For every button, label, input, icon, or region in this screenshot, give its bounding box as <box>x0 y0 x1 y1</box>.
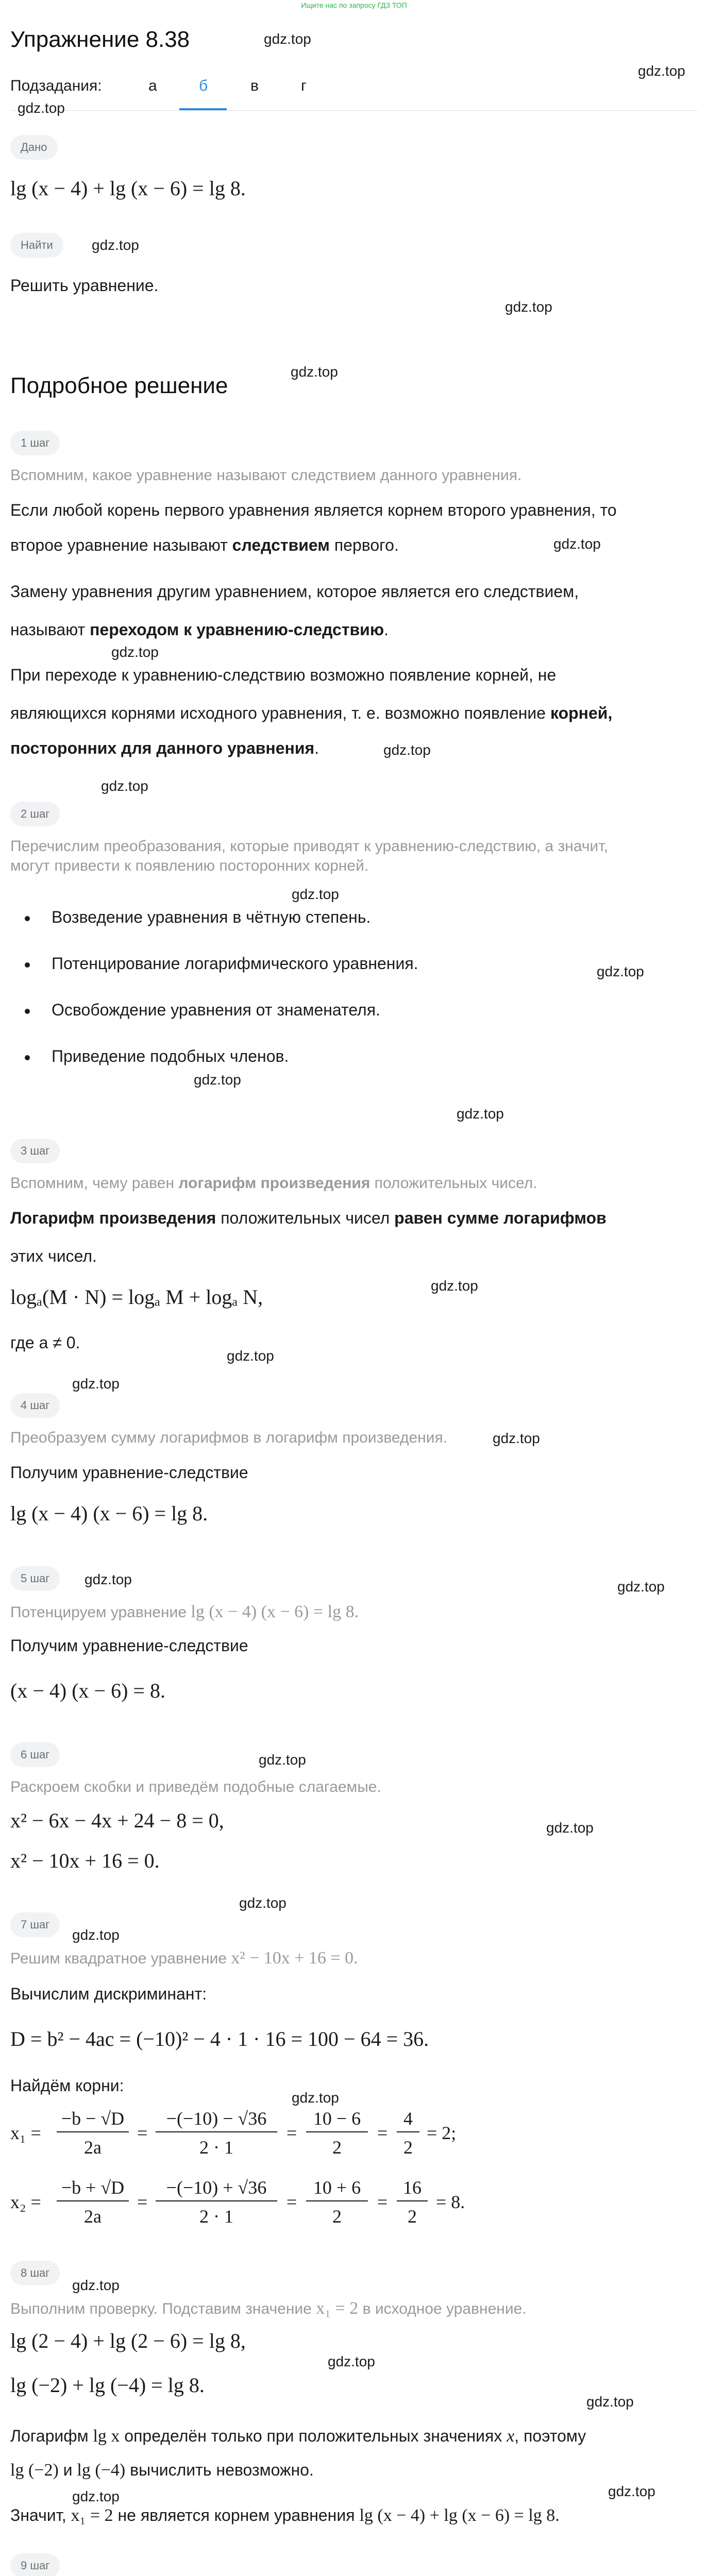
bullet-dot <box>25 962 30 968</box>
watermark: gdz.top <box>101 778 148 794</box>
watermark: gdz.top <box>493 1430 540 1446</box>
step-text: Получим уравнение-следствие <box>10 1463 248 1482</box>
watermark: gdz.top <box>292 886 339 902</box>
watermark: gdz.top <box>457 1106 504 1122</box>
equation: x² − 10x + 16 = 0. <box>10 1849 160 1872</box>
x1-lhs: x₁ = <box>10 2123 41 2143</box>
top-promo-note: Ищите нас по запросу ГДЗ ТОП <box>301 1 407 9</box>
x1-num2: −(−10) − √36 <box>166 2108 267 2129</box>
watermark: gdz.top <box>597 963 644 979</box>
step-note: Выполним проверку. Подставим значение x₁ = 2 в исходное уравнение. <box>10 2299 527 2318</box>
tab-g[interactable]: г <box>301 77 307 94</box>
watermark: gdz.top <box>239 1895 286 1911</box>
list-item: Возведение уравнения в чётную степень. <box>52 908 371 926</box>
bullet-dot <box>25 1055 30 1060</box>
watermark: gdz.top <box>383 742 431 758</box>
watermark: gdz.top <box>264 31 311 47</box>
x1-num3: 10 − 6 <box>313 2108 361 2129</box>
find-chip: Найти <box>10 233 63 258</box>
step-chip: 6 шаг <box>10 1742 60 1767</box>
divider <box>10 110 698 111</box>
page-title: Упражнение 8.38 <box>10 27 190 52</box>
x1-num1: −b − √D <box>61 2108 125 2129</box>
equation: (x − 4) (x − 6) = 8. <box>10 1679 165 1702</box>
x2-tail: = 8. <box>436 2192 465 2212</box>
step-text: Получим уравнение-следствие <box>10 1636 248 1655</box>
bullet-dot <box>25 1009 30 1014</box>
step-text: При переходе к уравнению-следствию возможно появление корней, не <box>10 666 557 684</box>
equals-sign: = <box>137 2192 148 2212</box>
step-note: Раскроем скобки и приведём подобные слагаемые. <box>10 1778 381 1795</box>
step-note: Вспомним, какое уравнение называют следствием данного уравнения. <box>10 467 522 484</box>
step-chip: 1 шаг <box>10 431 60 455</box>
equation: lg (2 − 4) + lg (2 − 6) = lg 8, <box>10 2329 246 2352</box>
watermark: gdz.top <box>617 1579 665 1595</box>
watermark: gdz.top <box>328 2353 375 2369</box>
x1-den1: 2a <box>84 2137 102 2158</box>
equals-sign: = <box>286 2192 297 2212</box>
x2-num3: 10 + 6 <box>313 2177 361 2198</box>
step-note: Потенцируем уравнение lg (x − 4) (x − 6) = lg 8. <box>10 1602 359 1621</box>
x2-num2: −(−10) + √36 <box>166 2177 267 2198</box>
step-text: Найдём корни: <box>10 2076 124 2095</box>
list-item: Потенцирование логарифмического уравнения. <box>52 954 418 973</box>
discriminant: D = b² − 4ac = (−10)² − 4 · 1 · 16 = 100 − 64 = 36. <box>10 2027 429 2050</box>
root-x1-formula <box>10 2102 577 2164</box>
find-text: Решить уравнение. <box>10 276 159 295</box>
watermark: gdz.top <box>292 2090 339 2106</box>
step-text: являющихся корнями исходного уравнения, т. е. возможно появление корней, <box>10 704 613 722</box>
step-chip: 5 шаг <box>10 1566 60 1591</box>
step-note: Вспомним, чему равен логарифм произведения положительных чисел. <box>10 1175 537 1192</box>
watermark: gdz.top <box>638 63 685 79</box>
step-text: Логарифм произведения положительных чисел равен сумме логарифмов <box>10 1209 606 1227</box>
x1-den3: 2 <box>332 2137 342 2158</box>
step-text: Замену уравнения другим уравнением, которое является его следствием, <box>10 582 579 601</box>
step-text: Логарифм lg x определён только при положительных значениях x, поэтому <box>10 2427 586 2446</box>
step-text: Значит, x₁ = 2 не является корнем уравнения lg (x − 4) + lg (x − 6) = lg 8. <box>10 2506 560 2525</box>
x2-lhs: x₂ = <box>10 2192 41 2212</box>
step-text: где a ≠ 0. <box>10 1333 80 1352</box>
watermark: gdz.top <box>608 2483 655 2499</box>
x1-den2: 2 · 1 <box>199 2137 233 2158</box>
watermark: gdz.top <box>111 644 159 660</box>
equals-sign: = <box>137 2123 148 2143</box>
bullet-dot <box>25 916 30 921</box>
step-text: второе уравнение называют следствием первого. <box>10 536 399 554</box>
watermark: gdz.top <box>194 1072 241 1088</box>
list-item: Приведение подобных членов. <box>52 1047 289 1065</box>
watermark: gdz.top <box>18 100 65 116</box>
given-equation: lg (x − 4) + lg (x − 6) = lg 8. <box>10 177 246 200</box>
watermark: gdz.top <box>586 2394 634 2410</box>
watermark: gdz.top <box>72 2488 120 2504</box>
x2-num1: −b + √D <box>61 2177 125 2198</box>
step-text: посторонних для данного уравнения. <box>10 739 319 757</box>
step-text: lg (−2) и lg (−4) вычислить невозможно. <box>10 2461 314 2480</box>
equation: x² − 6x − 4x + 24 − 8 = 0, <box>10 1809 224 1832</box>
list-item: Освобождение уравнения от знаменателя. <box>52 1001 380 1019</box>
step-note: Решим квадратное уравнение x² − 10x + 16 = 0. <box>10 1948 358 1968</box>
step-chip: 2 шаг <box>10 802 60 826</box>
watermark: gdz.top <box>92 237 139 253</box>
watermark: gdz.top <box>553 536 601 552</box>
tab-v[interactable]: в <box>250 77 259 94</box>
formula: logₐ(M · N) = logₐ M + logₐ N, <box>10 1285 263 1309</box>
watermark: gdz.top <box>505 299 552 315</box>
watermark: gdz.top <box>72 1927 120 1943</box>
x1-den4: 2 <box>403 2137 413 2158</box>
equation: lg (−2) + lg (−4) = lg 8. <box>10 2374 205 2397</box>
watermark: gdz.top <box>546 1820 594 1836</box>
step-chip: 8 шаг <box>10 2261 60 2285</box>
step-text: называют переходом к уравнению-следствию. <box>10 620 389 639</box>
x2-den1: 2a <box>84 2206 102 2227</box>
step-chip: 3 шаг <box>10 1139 60 1163</box>
tab-b[interactable]: б <box>199 77 208 94</box>
x2-num4: 16 <box>403 2177 422 2198</box>
equals-sign: = <box>377 2192 388 2212</box>
step-chip: 7 шаг <box>10 1912 60 1937</box>
subtasks-label: Подзадания: <box>10 77 102 94</box>
watermark: gdz.top <box>291 364 338 380</box>
given-chip: Дано <box>10 135 58 160</box>
step-note: Перечислим преобразования, которые приводят к уравнению-следствию, а значит, <box>10 838 608 855</box>
x2-den2: 2 · 1 <box>199 2206 233 2227</box>
watermark: gdz.top <box>431 1278 478 1294</box>
watermark: gdz.top <box>259 1752 306 1768</box>
step-note: Преобразуем сумму логарифмов в логарифм произведения. <box>10 1429 448 1446</box>
watermark: gdz.top <box>72 1376 120 1392</box>
step-note: могут привести к появлению посторонних корней. <box>10 857 369 874</box>
tab-a[interactable]: а <box>148 77 157 94</box>
solution-title: Подробное решение <box>10 373 228 398</box>
x2-den4: 2 <box>408 2206 417 2227</box>
watermark: gdz.top <box>85 1571 132 1587</box>
watermark: gdz.top <box>72 2277 120 2293</box>
step-text: этих чисел. <box>10 1247 97 1265</box>
step-chip: 9 шаг <box>10 2553 60 2576</box>
step-text: Вычислим дискриминант: <box>10 1985 207 2003</box>
x1-num4: 4 <box>403 2108 413 2129</box>
step-text: Если любой корень первого уравнения является корнем второго уравнения, то <box>10 501 617 519</box>
equals-sign: = <box>377 2123 388 2143</box>
root-x2-formula <box>10 2171 577 2233</box>
equals-sign: = <box>286 2123 297 2143</box>
step-chip: 4 шаг <box>10 1393 60 1418</box>
x2-den3: 2 <box>332 2206 342 2227</box>
watermark: gdz.top <box>227 1348 274 1364</box>
equation: lg (x − 4) (x − 6) = lg 8. <box>10 1502 208 1525</box>
x1-tail: = 2; <box>427 2123 457 2143</box>
